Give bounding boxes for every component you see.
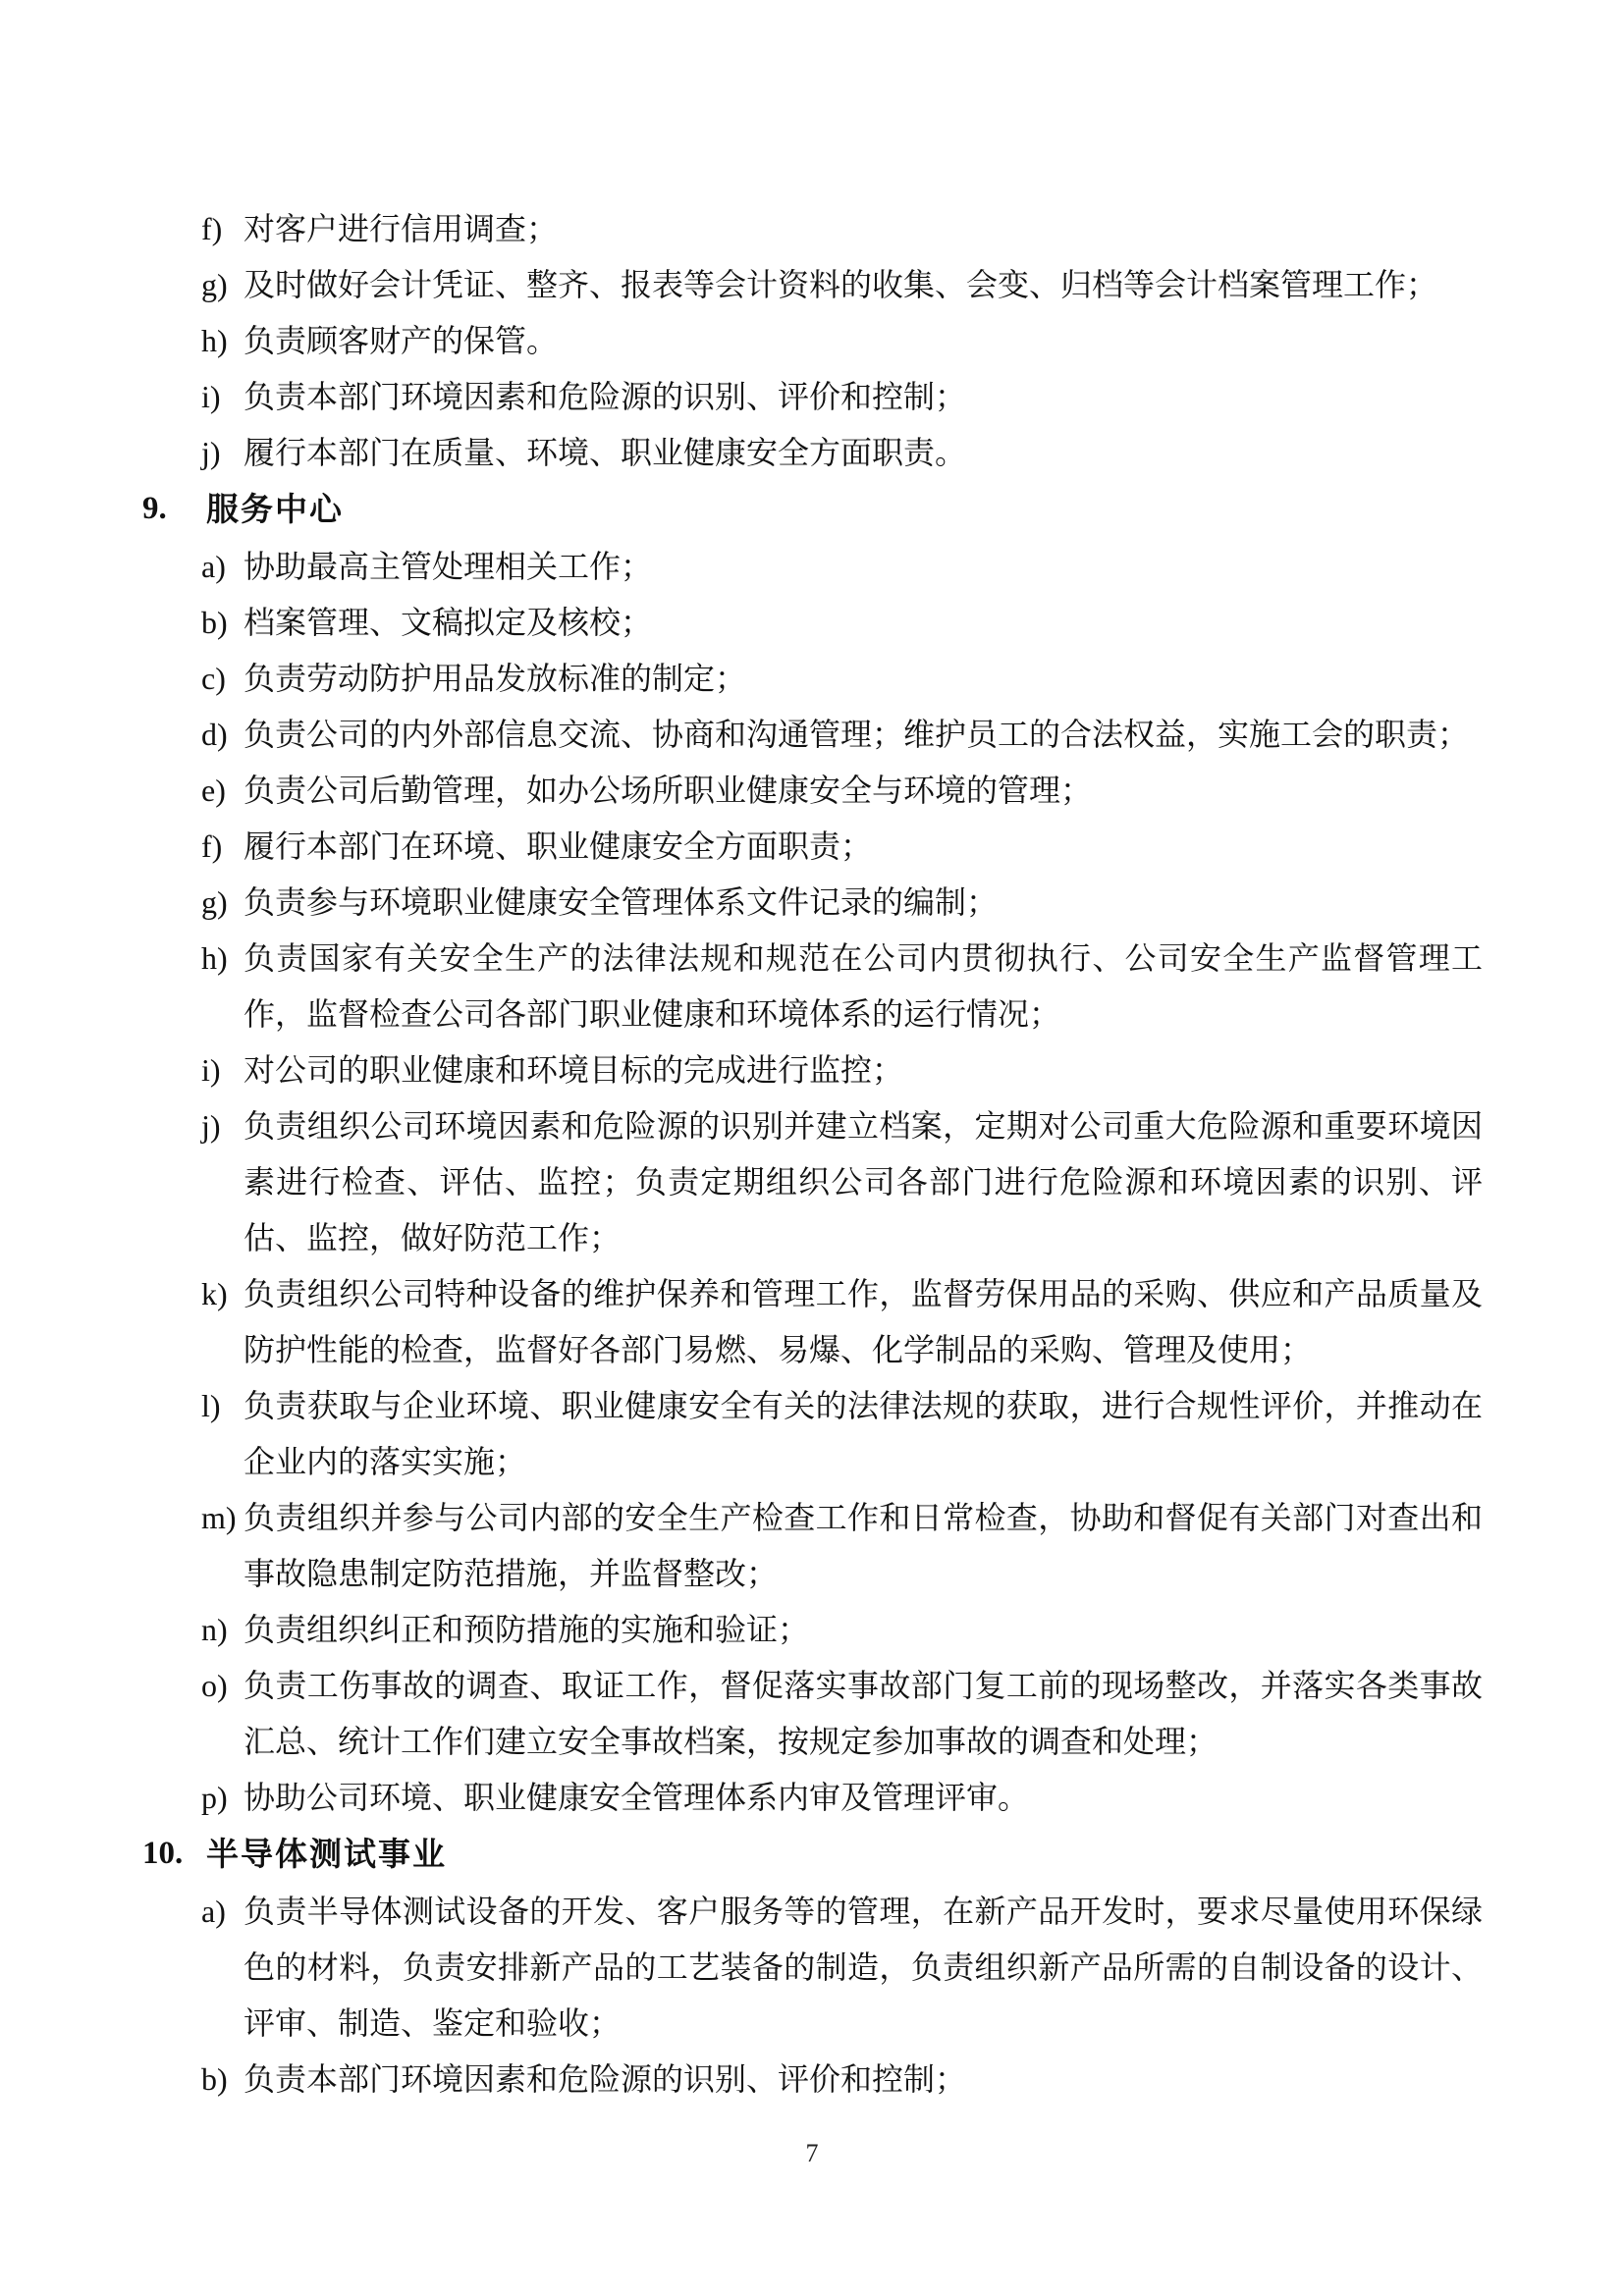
item-marker: f) [201,211,223,246]
list-item [0,1098,1624,1266]
list-item [0,819,1624,875]
item-marker: b) [201,2061,228,2097]
list-item [0,1266,1624,1378]
list-item [0,369,1624,425]
item-text: 负责顾客财产的保管。 [244,323,559,358]
item-text: 履行本部门在质量、环境、职业健康安全方面职责。 [244,435,967,470]
list-item [0,1490,1624,1602]
item-marker: a) [201,549,226,584]
section-number: 9. [142,491,167,526]
item-text: 负责组织公司特种设备的维护保养和管理工作，监督劳保用品的采购、供应和产品质量及防护性能的检查，监督好各部门易燃、易爆、化学制品的采购、管理及使用； [244,1276,1483,1367]
item-text: 履行本部门在环境、职业健康安全方面职责； [244,828,873,864]
item-marker: k) [201,1276,228,1311]
item-text: 协助公司环境、职业健康安全管理体系内审及管理评审。 [244,1780,1030,1815]
item-marker: i) [201,379,221,414]
item-marker: g) [201,884,228,920]
item-text: 负责国家有关安全生产的法律法规和规范在公司内贯彻执行、公司安全生产监督管理工作，监督检查公司各部门职业健康和环境体系的运行情况； [244,940,1483,1032]
section-title: 服务中心 [206,491,344,527]
list-item [0,1042,1624,1098]
list-item [0,763,1624,819]
list-item [0,707,1624,763]
list-item [0,1378,1624,1490]
item-marker: i) [201,1052,221,1088]
item-marker: m) [201,1500,237,1535]
item-text: 负责本部门环境因素和危险源的识别、评价和控制； [244,379,967,414]
list-item [0,539,1624,595]
item-text: 负责工伤事故的调查、取证工作，督促落实事故部门复工前的现场整改，并落实各类事故汇总、统计工作们建立安全事故档案，按规定参加事故的调查和处理； [244,1668,1483,1759]
item-marker: n) [201,1612,228,1647]
item-marker: f) [201,828,223,864]
list-item [0,2052,1624,2108]
list-item [0,1602,1624,1658]
item-text: 负责组织纠正和预防措施的实施和验证； [244,1612,810,1647]
item-text: 档案管理、文稿拟定及核校； [244,605,653,640]
item-text: 负责组织公司环境因素和危险源的识别并建立档案，定期对公司重大危险源和重要环境因素进行检查、评估、监控；负责定期组织公司各部门进行危险源和环境因素的识别、评估、监控，做好防范工作； [244,1108,1483,1255]
item-text: 负责组织并参与公司内部的安全生产检查工作和日常检查，协助和督促有关部门对查出和事故隐患制定防范措施，并监督整改； [244,1500,1483,1591]
list-item [0,201,1624,257]
item-text: 负责公司后勤管理，如办公场所职业健康安全与环境的管理； [244,773,1093,808]
section-number: 10. [142,1836,184,1871]
page-number: 7 [805,2139,819,2167]
item-text: 对公司的职业健康和环境目标的完成进行监控； [244,1052,904,1088]
item-marker: h) [201,323,228,358]
item-marker: g) [201,267,228,302]
item-text: 负责公司的内外部信息交流、协商和沟通管理；维护员工的合法权益，实施工会的职责； [244,717,1470,752]
item-marker: p) [201,1780,228,1815]
list-item [0,875,1624,931]
item-text: 负责本部门环境因素和危险源的识别、评价和控制； [244,2061,967,2097]
list-item [0,1884,1624,2052]
section-heading-9 [0,481,1624,539]
item-marker: c) [201,661,226,696]
item-marker: o) [201,1668,228,1703]
item-text: 及时做好会计凭证、整齐、报表等会计资料的收集、会变、归档等会计档案管理工作； [244,267,1438,302]
item-marker: d) [201,717,228,752]
item-text: 负责劳动防护用品发放标准的制定； [244,661,747,696]
list-item [0,595,1624,651]
item-marker: j) [201,435,221,470]
section-title: 半导体测试事业 [206,1836,447,1872]
section-heading-10 [0,1826,1624,1884]
item-marker: h) [201,940,228,976]
document-content [0,201,1624,2108]
list-item [0,425,1624,481]
item-marker: l) [201,1388,221,1423]
list-item [0,651,1624,707]
item-text: 负责参与环境职业健康安全管理体系文件记录的编制； [244,884,999,920]
item-text: 对客户进行信用调查； [244,211,559,246]
item-text: 协助最高主管处理相关工作； [244,549,653,584]
list-item [0,257,1624,313]
list-item [0,313,1624,369]
item-marker: j) [201,1108,221,1144]
item-text: 负责半导体测试设备的开发、客户服务等的管理，在新产品开发时，要求尽量使用环保绿色的材料，负责安排新产品的工艺装备的制造，负责组织新产品所需的自制设备的设计、评审、制造、鉴定和验收； [244,1894,1483,2041]
item-marker: e) [201,773,226,808]
list-item [0,1770,1624,1826]
list-item [0,931,1624,1042]
item-marker: a) [201,1894,226,1929]
item-text: 负责获取与企业环境、职业健康安全有关的法律法规的获取，进行合规性评价，并推动在企业内的落实实施； [244,1388,1483,1479]
item-marker: b) [201,605,228,640]
list-item [0,1658,1624,1770]
